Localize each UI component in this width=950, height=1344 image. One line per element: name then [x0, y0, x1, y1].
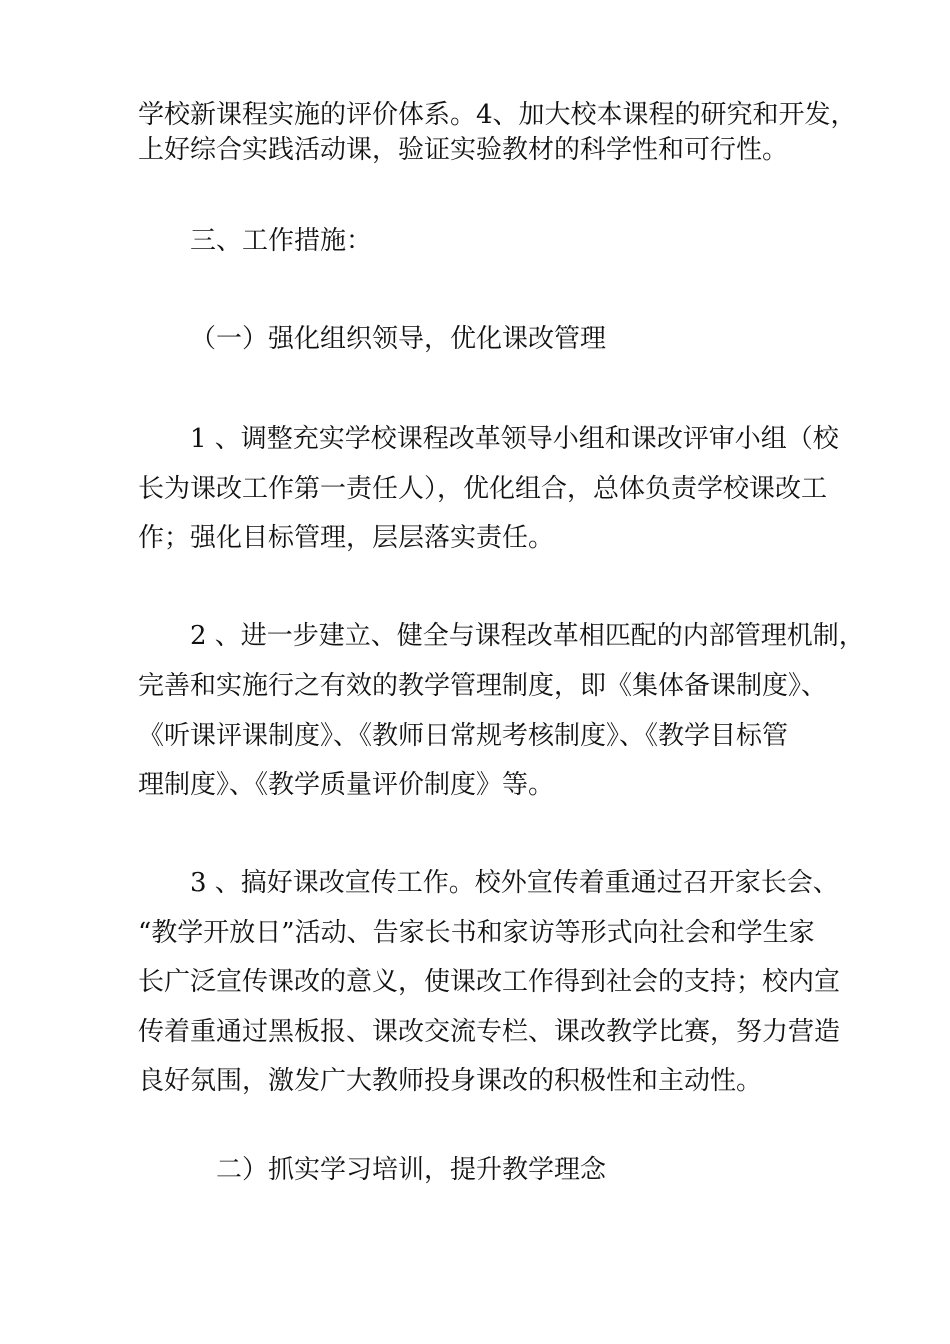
- text-line: 长为课改工作第一责任人），优化组合，总体负责学校课改工: [138, 474, 828, 504]
- text-line: 2 、进一步建立、健全与课程改革相匹配的内部管理机制，: [190, 621, 865, 651]
- text-line: 传着重通过黑板报、课改交流专栏、课改教学比赛，努力营造: [138, 1017, 841, 1047]
- text-line: 上好综合实践活动课，验证实验教材的科学性和可行性。: [138, 135, 789, 165]
- section-heading: 三、工作措施：: [190, 226, 373, 256]
- text-line: 长广泛宣传课改的意义，使课改工作得到社会的支持；校内宣: [138, 967, 841, 997]
- text-line: 作；强化目标管理，层层落实责任。: [138, 523, 555, 553]
- text-line: 1 、调整充实学校课程改革领导小组和课改评审小组（校: [190, 424, 839, 454]
- text-line: 3 、搞好课改宣传工作。校外宣传着重通过召开家长会、: [190, 868, 839, 898]
- subsection-heading: 二）抓实学习培训，提升教学理念: [216, 1155, 607, 1185]
- text-line: 学校新课程实施的评价体系。4、加大校本课程的研究和开发，: [138, 100, 857, 130]
- text-line: 完善和实施行之有效的教学管理制度，即《集体备课制度》、: [138, 671, 828, 701]
- text-line: 良好氛围，激发广大教师投身课改的积极性和主动性。: [138, 1066, 763, 1096]
- subsection-heading: （一）强化组织领导，优化课改管理: [190, 324, 607, 354]
- text-line: “教学开放日”活动、告家长书和家访等形式向社会和学生家: [138, 918, 815, 948]
- text-line: 理制度》、《教学质量评价制度》等。: [138, 770, 555, 800]
- text-line: 《听课评课制度》、《教师日常规考核制度》、《教学目标管: [138, 721, 789, 751]
